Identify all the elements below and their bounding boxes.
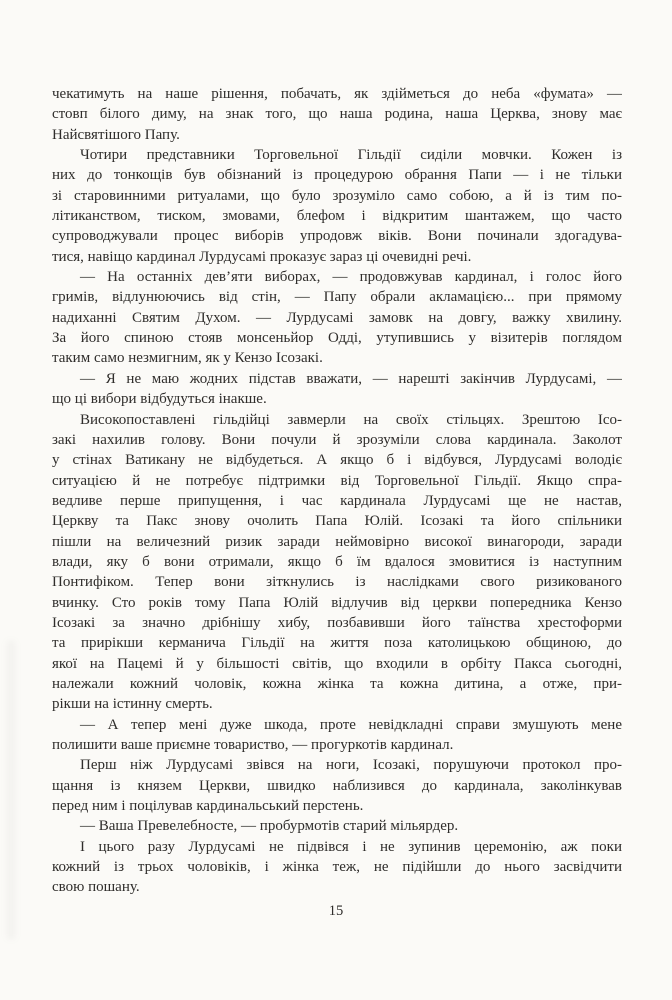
paragraph [52, 837, 622, 898]
text-line: тися, навіщо кардинал Лурдусамі проказує зараз ці очевидні речі. [52, 248, 472, 265]
text-line: Ісозакі за значно дрібнішу хибу, позбавивши його таїнства хрестоформи [52, 614, 622, 631]
text-line: І цього разу Лурдусамі не підвівся і не зупинив церемонію, аж поки [80, 838, 622, 855]
text-line: літиканством, тиском, змовами, блефом і відкритим шантажем, що часто [52, 208, 622, 225]
paragraph [52, 369, 622, 410]
text-line: ситуацією й не потребує підтримки від Торговельної Гільдії. Якщо спра- [52, 472, 622, 489]
text-line: гримів, відлунюючись від стін, — Папу обрали акламацією... при прямому [52, 289, 622, 306]
text-line: закі нахилив голову. Вони почули й зрозуміли слова кардинала. Заколот [52, 431, 622, 448]
paragraph [52, 410, 622, 715]
text-line: Церкву та Пакс знову очолить Папа Юлій. Ісозакі та його спільники [52, 513, 622, 530]
paragraph [52, 715, 622, 756]
text-line: належали кожний чоловік, кожна жінка та кожна дитина, а отже, при- [52, 675, 622, 692]
text-line: у стінах Ватикану не відбудеться. А якщо б і відбувся, Лурдусамі володіє [52, 452, 622, 469]
text-line: влади, яку б вони отримали, якщо б їм вдалося змовитися із наступним [52, 553, 622, 570]
text-line: Перш ніж Лурдусамі звівся на ноги, Ісозакі, порушуючи протокол про- [80, 757, 622, 774]
text-line: надиханні Святим Духом. — Лурдусамі замовк на довгу, важку хвилину. [52, 309, 622, 326]
text-line: супроводжували процес виборів упродовж віків. Вони починали здогадува- [52, 228, 622, 245]
text-line: полишити ваше приємне товариство, — прогуркотів кардинал. [52, 737, 454, 753]
text-line: стовп білого диму, на знак того, що наша родина, наша Церква, знову має [52, 106, 622, 123]
text-line: За його спиною стояв монсеньйор Одді, утупившись у візитерів поглядом [52, 330, 622, 347]
text-line: Найсвятішого Папу. [52, 126, 180, 143]
text-line: кожний із трьох чоловіків, і жінка теж, не підійшли до нього засвідчити [52, 859, 622, 876]
text-line: вчинку. Сто років тому Папа Юлій відлучив від церкви попередника Кензо [52, 594, 622, 611]
text-line: Понтифіком. Тепер вони зіткнулись із наслідками свого ризикованого [52, 574, 622, 591]
text-line: ведливе перше припущення, і час кардинала Лурдусамі ще не настав, [52, 492, 622, 509]
text-line: них до тонкощів був обізнаний із процедурою обрання Папи — і не тільки [52, 167, 622, 184]
text-line: таким само незмигним, як у Кензо Ісозакі. [52, 350, 323, 367]
text-line: якої на Пацемі й у більшості світів, що входили в орбіту Пакса сьогодні, [52, 655, 622, 672]
text-line: перед ним і поцілував кардинальський перстень. [52, 798, 364, 815]
paragraph [52, 755, 622, 816]
text-line: що ці вибори відбудуться інакше. [52, 391, 267, 408]
paragraph [52, 267, 622, 369]
text-line: Чотири представники Торговельної Гільдії сиділи мовчки. Кожен із [80, 147, 622, 164]
text-line: чекатимуть на наше рішення, побачать, як здійметься до неба «фумата» — [52, 86, 622, 102]
text-line: рікши на істинну смерть. [52, 696, 213, 713]
paragraph [52, 84, 622, 145]
text-line: пішли на величезний ризик заради неймовірно високої винагороди, заради [52, 533, 622, 550]
text-line: — На останніх дев’яти виборах, — продовжував кардинал, і голос його [80, 269, 622, 286]
paragraph [52, 816, 622, 836]
paragraph [52, 145, 622, 267]
page-number: 15 [328, 903, 344, 919]
text-line: — А тепер мені дуже шкода, проте невідкладні справи змушують мене [80, 716, 622, 733]
scan-smudge [6, 640, 16, 940]
text-line: — Ваша Превелебносте, — пробурмотів старий мільярдер. [80, 818, 459, 835]
text-line: Високопоставлені гільдійці завмерли на своїх стільцях. Зрештою Ісо- [80, 411, 622, 428]
text-line: щання із князем Церкви, швидко наблизився до кардинала, заколінкував [52, 777, 622, 794]
text-line: — Я не маю жодних підстав вважати, — нарешті закінчив Лурдусамі, — [80, 370, 622, 387]
text-line: зі старовинними ритуалами, що було зрозуміло само собою, а й із тим по- [52, 187, 622, 204]
text-block [52, 84, 622, 898]
text-line: свою пошану. [52, 879, 140, 896]
text-line: та прирікши керманича Гільдії на життя поза католицькою общиною, до [52, 635, 622, 652]
